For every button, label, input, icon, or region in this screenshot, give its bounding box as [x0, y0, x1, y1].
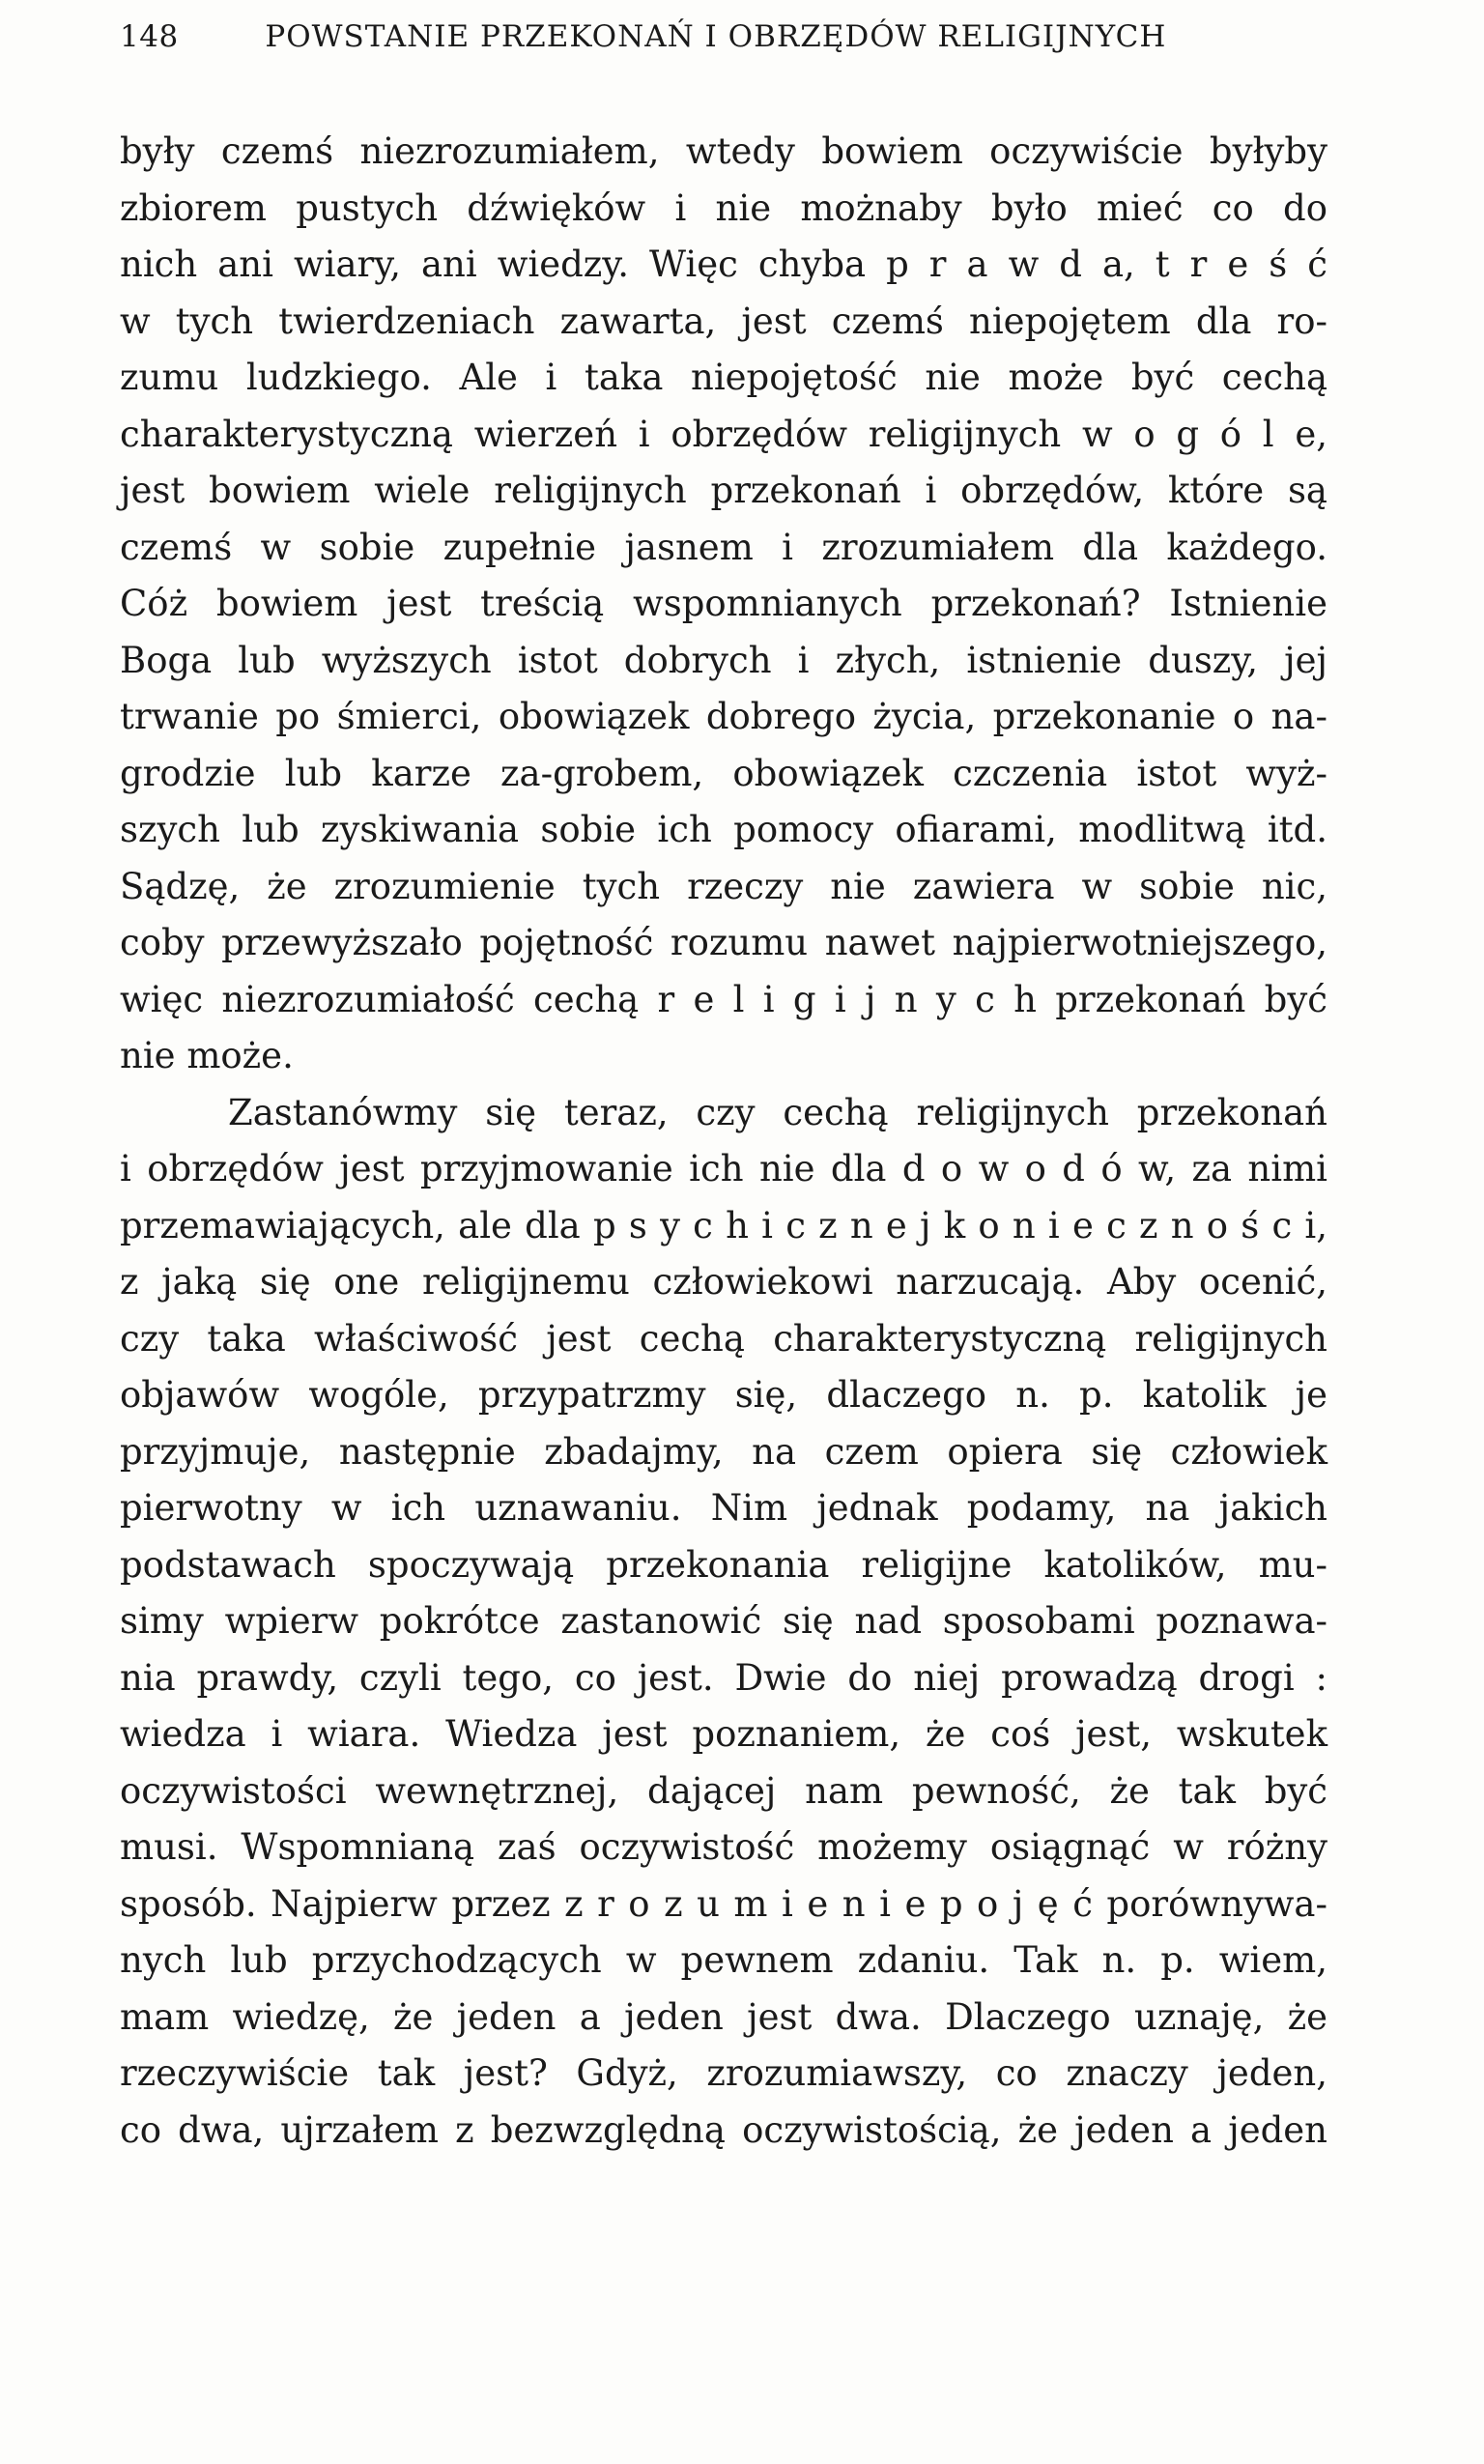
text-line: objawów wogóle, przypatrzmy się, dlaczego n. p. katolik je: [120, 1374, 1327, 1416]
text-line: trwanie po śmierci, obowiązek dobrego życia, przekonanie o na-: [120, 696, 1327, 737]
text-line: czemś w sobie zupełnie jasnem i zrozumiałem dla każdego.: [120, 526, 1327, 568]
running-header: [120, 19, 1327, 68]
text-line: jest bowiem wiele religijnych przekonań i obrzędów, które są: [120, 470, 1327, 511]
text-line-paragraph-start: Zastanówmy się teraz, czy cechą religijnych przekonań: [228, 1091, 1327, 1133]
text-line: oczywistości wewnętrznej, dającej nam pewność, że tak być: [120, 1769, 1327, 1812]
running-title: POWSTANIE PRZEKONAŃ I OBRZĘDÓW RELIGIJNYCH: [265, 19, 1167, 54]
text-line: w tych twierdzeniach zawarta, jest czemś niepojętem dla ro-: [120, 300, 1327, 342]
text-line: zbiorem pustych dźwięków i nie możnaby było mieć co do: [120, 186, 1327, 229]
text-line: nich ani wiary, ani wiedzy. Więc chyba p r a w d a, t r e ś ć: [120, 244, 1327, 285]
text-line-paragraph-end: nie może.: [120, 1035, 294, 1076]
text-line: Cóż bowiem jest treścią wspomnianych przekonań? Istnienie: [120, 583, 1327, 624]
text-line: Sądzę, że zrozumienie tych rzeczy nie zawiera w sobie nic,: [120, 865, 1327, 907]
text-line: sposób. Najpierw przez z r o z u m i e n i e p o j ę ć porównywa-: [120, 1882, 1327, 1925]
text-line: nych lub przychodzących w pewnem zdaniu. Tak n. p. wiem,: [120, 1939, 1327, 1981]
text-line: szych lub zyskiwania sobie ich pomocy ofiarami, modlitwą itd.: [120, 809, 1327, 850]
text-line: więc niezrozumiałość cechą r e l i g i j n y c h przekonań być: [120, 978, 1327, 1020]
text-line: mam wiedzę, że jeden a jeden jest dwa. Dlaczego uznaję, że: [120, 1995, 1327, 2038]
text-line: z jaką się one religijnemu człowiekowi narzucają. Aby ocenić,: [120, 1261, 1327, 1303]
text-line: i obrzędów jest przyjmowanie ich nie dla d o w o d ó w, za nimi: [120, 1148, 1327, 1189]
text-line: charakterystyczną wierzeń i obrzędów religijnych w o g ó l e,: [120, 413, 1327, 455]
text-line: coby przewyższało pojętność rozumu nawet najpierwotniejszego,: [120, 922, 1327, 963]
text-line: podstawach spoczywają przekonania religijne katolików, mu-: [120, 1543, 1327, 1586]
text-line: pierwotny w ich uznawaniu. Nim jednak podamy, na jakich: [120, 1487, 1327, 1529]
page-number: 148: [120, 19, 179, 54]
text-line: wiedza i wiara. Wiedza jest poznaniem, że coś jest, wskutek: [120, 1713, 1327, 1755]
text-line: nia prawdy, czyli tego, co jest. Dwie do niej prowadzą drogi :: [120, 1656, 1327, 1699]
text-line: zumu ludzkiego. Ale i taka niepojętość nie może być cechą: [120, 357, 1327, 398]
body-text: [120, 124, 1327, 2159]
text-line: grodzie lub karze za-grobem, obowiązek czczenia istot wyż-: [120, 752, 1327, 794]
text-line: przyjmuje, następnie zbadajmy, na czem opiera się człowiek: [120, 1430, 1327, 1473]
text-line: simy wpierw pokrótce zastanowić się nad sposobami poznawa-: [120, 1600, 1327, 1642]
text-line: czy taka właściwość jest cechą charakterystyczną religijnych: [120, 1317, 1327, 1360]
text-line: Boga lub wyższych istot dobrych i złych, istnienie duszy, jej: [120, 639, 1327, 681]
text-line: musi. Wspomnianą zaś oczywistość możemy osiągnąć w różny: [120, 1826, 1327, 1868]
text-line: były czemś niezrozumiałem, wtedy bowiem oczywiście byłyby: [120, 130, 1327, 172]
text-line: co dwa, ujrzałem z bezwzględną oczywistością, że jeden a jeden: [120, 2108, 1327, 2151]
text-line: przemawiających, ale dla p s y c h i c z n e j k o n i e c z n o ś c i,: [120, 1204, 1327, 1246]
text-line: rzeczywiście tak jest? Gdyż, zrozumiawszy, co znaczy jeden,: [120, 2052, 1327, 2094]
